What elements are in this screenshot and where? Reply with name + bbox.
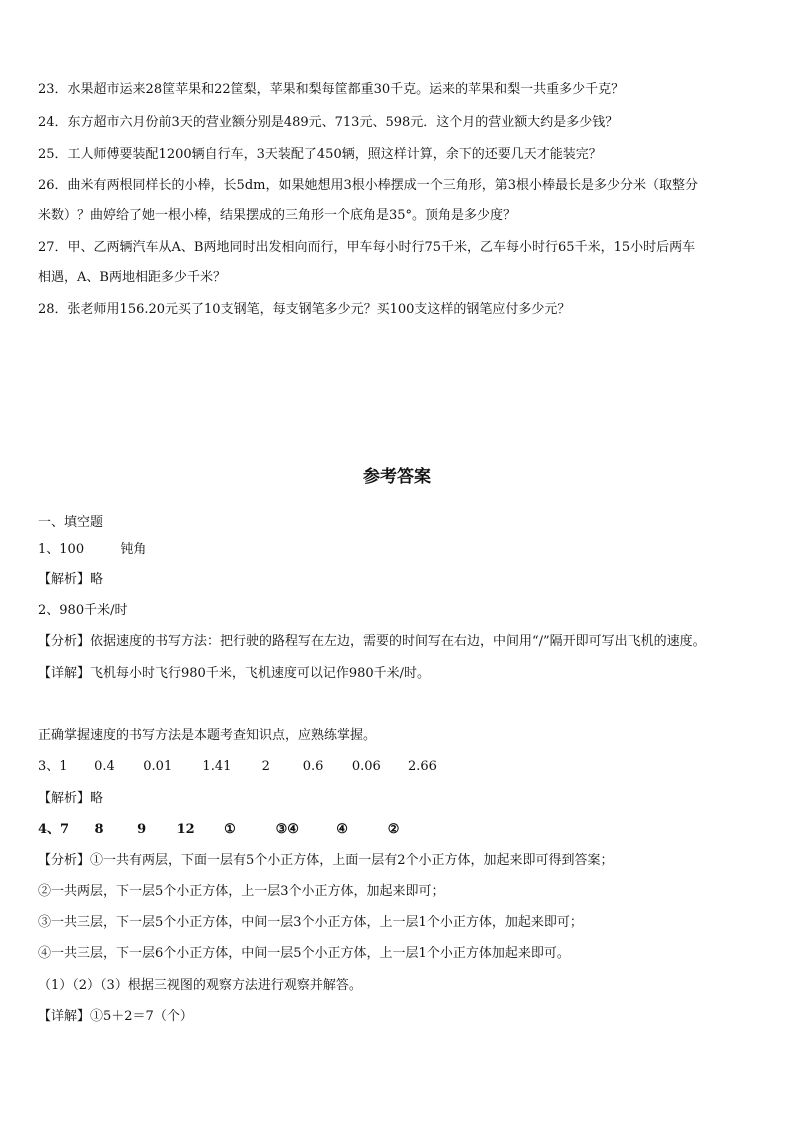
question-24: 24．东方超市六月份前3天的营业额分别是489元、713元、598元．这个月的营业额大约是多少钱？ xyxy=(38,115,619,130)
answer-3-jiexi: 【解析】略 xyxy=(38,791,104,806)
answer-4-observe: （1）（2）（3）根据三视图的观察方法进行观察并解答。 xyxy=(38,978,362,993)
answer-4-value: 9 xyxy=(137,822,147,837)
answer-4-xiangjie: 【详解】①5＋2＝7（个） xyxy=(38,1009,193,1024)
answer-2-xiangjie: 【详解】飞机每小时飞行980千米，飞机速度可以记作980千米/时。 xyxy=(38,666,431,681)
answer-1-number: 1、100 xyxy=(38,542,85,557)
answer-4-value: ③④ xyxy=(275,822,299,837)
answer-2-note: 正确掌握速度的书写方法是本题考查知识点，应熟练掌握。 xyxy=(38,728,377,743)
answer-4-value: 8 xyxy=(94,822,104,837)
answer-4-value: 4、7 xyxy=(38,822,70,837)
answer-1-unit: 钝角 xyxy=(120,542,147,557)
answer-4-value: ① xyxy=(224,822,236,837)
answer-3-value: 0.4 xyxy=(94,759,115,774)
answer-3-value: 3、1 xyxy=(38,759,68,774)
answers-title: 参考答案 xyxy=(363,467,431,487)
answer-4-fenxi-3: ③一共三层，下一层5个小正方体，中间一层3个小正方体，上一层1个小正方体，加起来即可； xyxy=(38,915,583,930)
answer-4 xyxy=(38,821,399,839)
question-26-line1: 26．曲米有两根同样长的小棒，长5dm，如果她想用3根小棒摆成一个三角形，第3根小棒最长是多少分米（取整分 xyxy=(38,178,699,193)
question-27-line1: 27．甲、乙两辆汽车从A、B两地同时出发相向而行，甲车每小时行75千米，乙车每小时行65千米，15小时后两车 xyxy=(38,240,696,255)
question-27-line2: 相遇，A、B两地相距多少千米？ xyxy=(38,270,226,285)
answer-3-value: 2 xyxy=(261,759,270,774)
answer-3-value: 0.01 xyxy=(143,759,173,774)
question-28: 28．张老师用156.20元买了10支钢笔，每支钢笔多少元？买100支这样的钢笔应付多少元？ xyxy=(38,302,571,317)
answer-3-value: 1.41 xyxy=(202,759,232,774)
question-26-line2: 米数）？曲婷给了她一根小棒，结果摆成的三角形一个底角是35°。顶角是多少度？ xyxy=(38,208,517,223)
question-25: 25．工人师傅要装配1200辆自行车，3天装配了450辆，照这样计算，余下的还要几天才能装完？ xyxy=(38,147,602,162)
answer-3-value: 0.6 xyxy=(302,759,324,774)
answer-1-jiexi: 【解析】略 xyxy=(38,572,104,587)
answer-1 xyxy=(38,541,146,559)
section-heading: 一、填空题 xyxy=(38,515,104,530)
answer-4-value: ④ xyxy=(336,822,348,837)
answer-3-value: 0.06 xyxy=(351,759,381,774)
answer-4-value: ② xyxy=(387,822,400,837)
answer-4-value: 12 xyxy=(176,822,195,837)
answer-3-value: 2.66 xyxy=(407,759,437,774)
answer-2: 2、980千米/时 xyxy=(38,603,128,618)
answer-4-fenxi-1: 【分析】①一共有两层，下面一层有5个小正方体，上面一层有2个小正方体，加起来即可得到答案； xyxy=(38,853,614,868)
answer-4-fenxi-2: ②一共两层，下一层5个小正方体，上一层3个小正方体，加起来即可； xyxy=(38,884,445,899)
answer-4-fenxi-4: ④一共三层，下一层6个小正方体，中间一层5个小正方体，上一层1个小正方体加起来即可。 xyxy=(38,946,570,961)
answer-3 xyxy=(38,758,437,776)
answer-2-fenxi: 【分析】依据速度的书写方法：把行驶的路程写在左边，需要的时间写在右边，中间用“/”隔开即可写出飞机的速度。 xyxy=(38,634,706,649)
question-23: 23．水果超市运来28筐苹果和22筐梨，苹果和梨每筐都重30千克。运来的苹果和梨一共重多少千克？ xyxy=(38,82,625,97)
